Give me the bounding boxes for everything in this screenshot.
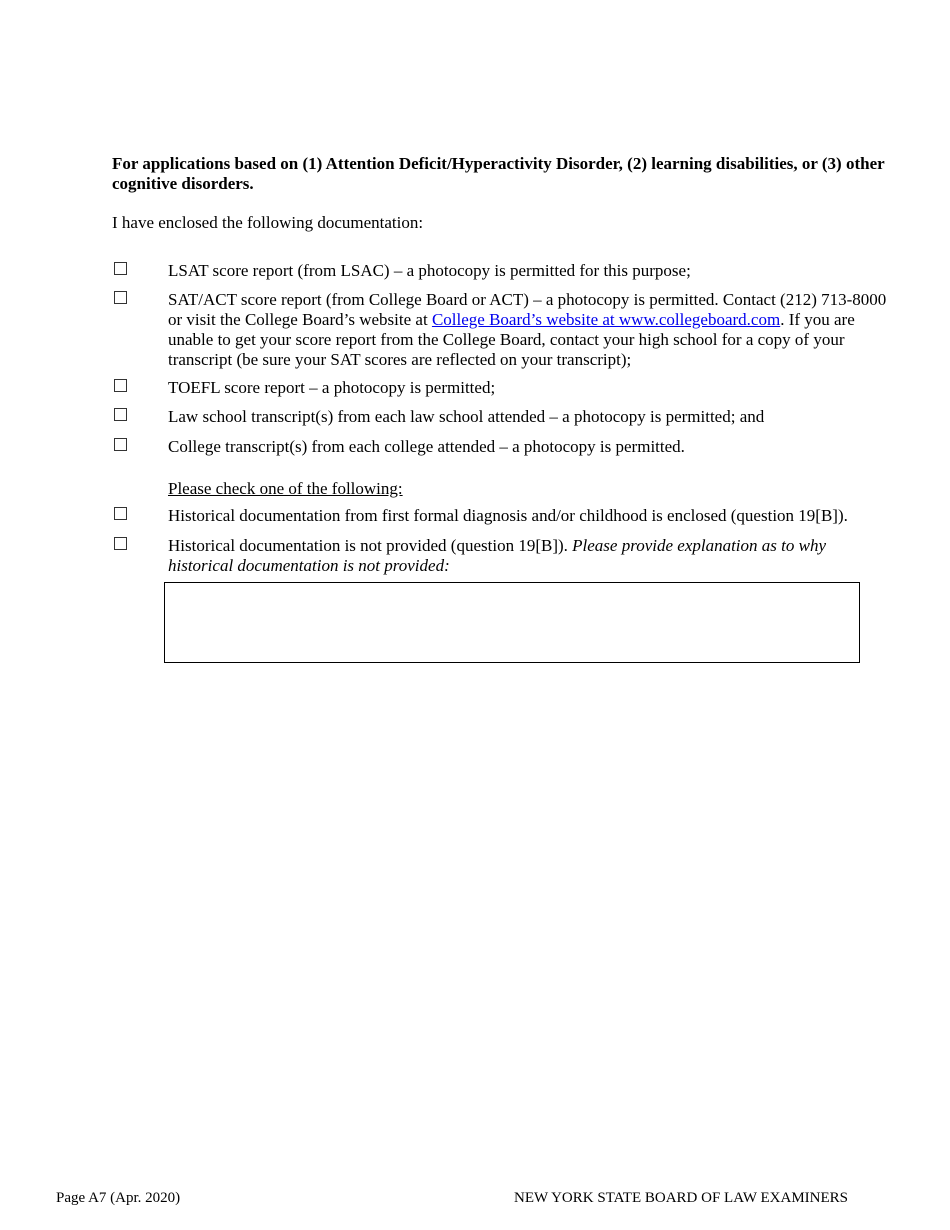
checkbox-historical-enclosed[interactable] — [114, 507, 127, 520]
item-lsat-report: LSAT score report (from LSAC) – a photocopy is permitted for this purpose; — [168, 261, 691, 280]
item-law-school-transcripts: Law school transcript(s) from each law school attended – a photocopy is permitted; and — [168, 407, 765, 426]
item-toefl-report: TOEFL score report – a photocopy is permitted; — [168, 378, 496, 397]
page-number: Page A7 (Apr. 2020) — [56, 1190, 181, 1206]
checkbox-lsat-report[interactable] — [114, 262, 127, 275]
footer-organization: NEW YORK STATE BOARD OF LAW EXAMINERS — [514, 1190, 848, 1206]
checkbox-toefl-report[interactable] — [114, 379, 127, 392]
historical-not-provided-text: Historical documentation is not provided (question 19[B]). — [168, 536, 573, 555]
explanation-prompt: Please provide explanation as to why historical documentation is not provided: — [168, 536, 827, 575]
check-one-label: Please check one of the following: — [168, 479, 403, 498]
intro-text: I have enclosed the following documentation: — [112, 213, 424, 232]
option-historical-enclosed: Historical documentation from first formal diagnosis and/or childhood is enclosed (question 19[B]). — [168, 506, 848, 525]
checkbox-sat-act-report[interactable] — [114, 291, 127, 304]
option-historical-not-provided — [168, 536, 858, 576]
checkbox-historical-not-provided[interactable] — [114, 537, 127, 550]
section-heading: For applications based on (1) Attention Deficit/Hyperactivity Disorder, (2) learning disabilities, or (3) other cognitive disorders. — [112, 154, 885, 193]
college-board-link[interactable]: College Board’s website at www.collegeboard.com — [431, 310, 781, 329]
checkbox-college-transcripts[interactable] — [114, 438, 127, 451]
explanation-input[interactable] — [165, 583, 859, 662]
sat-act-text-before: SAT/ACT score report (from College Board or ACT) – a photocopy is permitted. Contact (212) 713-8000 or visit the College Board’s website at — [168, 290, 887, 329]
checkbox-law-school-transcripts[interactable] — [114, 408, 127, 421]
item-sat-act-report — [168, 290, 898, 370]
sat-act-text-after: . If you are unable to get your score report from the College Board, contact your high school for a copy of your transcript (be sure your SAT scores are reflected on your transcript); — [168, 310, 855, 369]
explanation-box — [164, 582, 860, 663]
item-college-transcripts: College transcript(s) from each college attended – a photocopy is permitted. — [168, 437, 685, 456]
